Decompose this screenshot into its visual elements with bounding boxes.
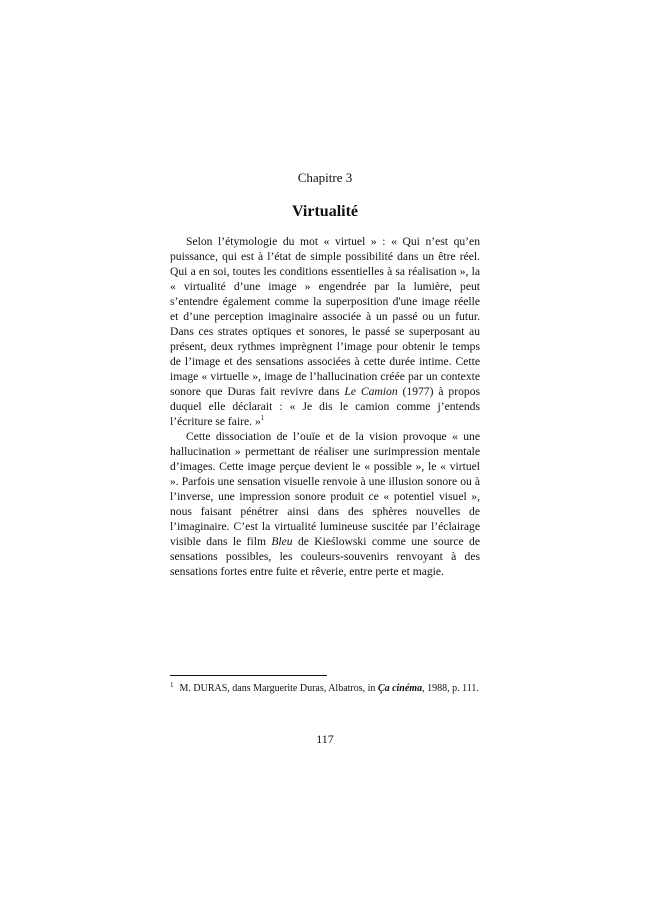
footnote-divider: [170, 675, 327, 676]
paragraph-2-text-a: Cette dissociation de l’ouïe et de la vision provoque « une hallucination » permettant de réaliser une surimpression mentale d’images. Cette image perçue devient le « possible », le « virtuel ». Parfois une sensation visuelle renvoie à une illusion sonore ou à l’inverse, une impression sonore produit ce « potentiel visuel », nous faisant pénétrer ainsi dans des sphères nouvelles de l’imaginaire. C’est la virtualité lumineuse suscitée par l’éclairage visible dans le film: [170, 430, 480, 548]
paragraph-2: [170, 429, 480, 579]
footnote: [170, 682, 490, 695]
footnote-mark: 1: [170, 680, 174, 689]
body-text: [170, 234, 480, 579]
film-title-bleu: Bleu: [271, 535, 293, 548]
chapter-title: Virtualité: [291, 203, 359, 220]
paragraph-2-text-b: de Kieślowski comme une source de sensations possibles, les couleurs-souvenirs renvoyant à des sensations fortes entre fuite et rêverie, entre perte et magie.: [170, 535, 480, 578]
footnote-text-a: M. DURAS, dans Marguerite Duras, Albatros, in: [179, 683, 378, 694]
page-number: 117: [316, 732, 334, 746]
film-title-le-camion: Le Camion: [344, 385, 398, 398]
paragraph-1-text-a: Selon l’étymologie du mot « virtuel » : « Qui n’est qu’en puissance, qui est à l’état de simple possibilité dans un être réel. Qui a en soi, toutes les conditions essentielles à sa réalisation », la « virtualité d’une image » engendrée par la lumière, peut s’entendre également comme la superposition d'une image réelle et d’une perception imaginaire associée à un passé ou un futur. Dans ces strates optiques et sonores, le passé se superposant au présent, deux rythmes imprègnent l’image pour obtenir le temps de l’image et des sensations associées à cette durée intime. Cette image « virtuelle », image de l’hallucination créée par un contexte sonore que Duras fait revivre dans: [170, 235, 480, 398]
footnote-text-b: , 1988, p. 111.: [422, 683, 479, 694]
chapter-label: Chapitre 3: [297, 170, 353, 185]
paragraph-1: [170, 234, 480, 429]
footnote-book-title: Ça cinéma: [377, 683, 423, 694]
footnote-reference[interactable]: 1: [260, 414, 265, 423]
paragraph-1-text-b: (1977) à propos duquel elle déclarait : « Je dis le camion comme j’entends l’écriture se faire. »: [170, 385, 480, 428]
